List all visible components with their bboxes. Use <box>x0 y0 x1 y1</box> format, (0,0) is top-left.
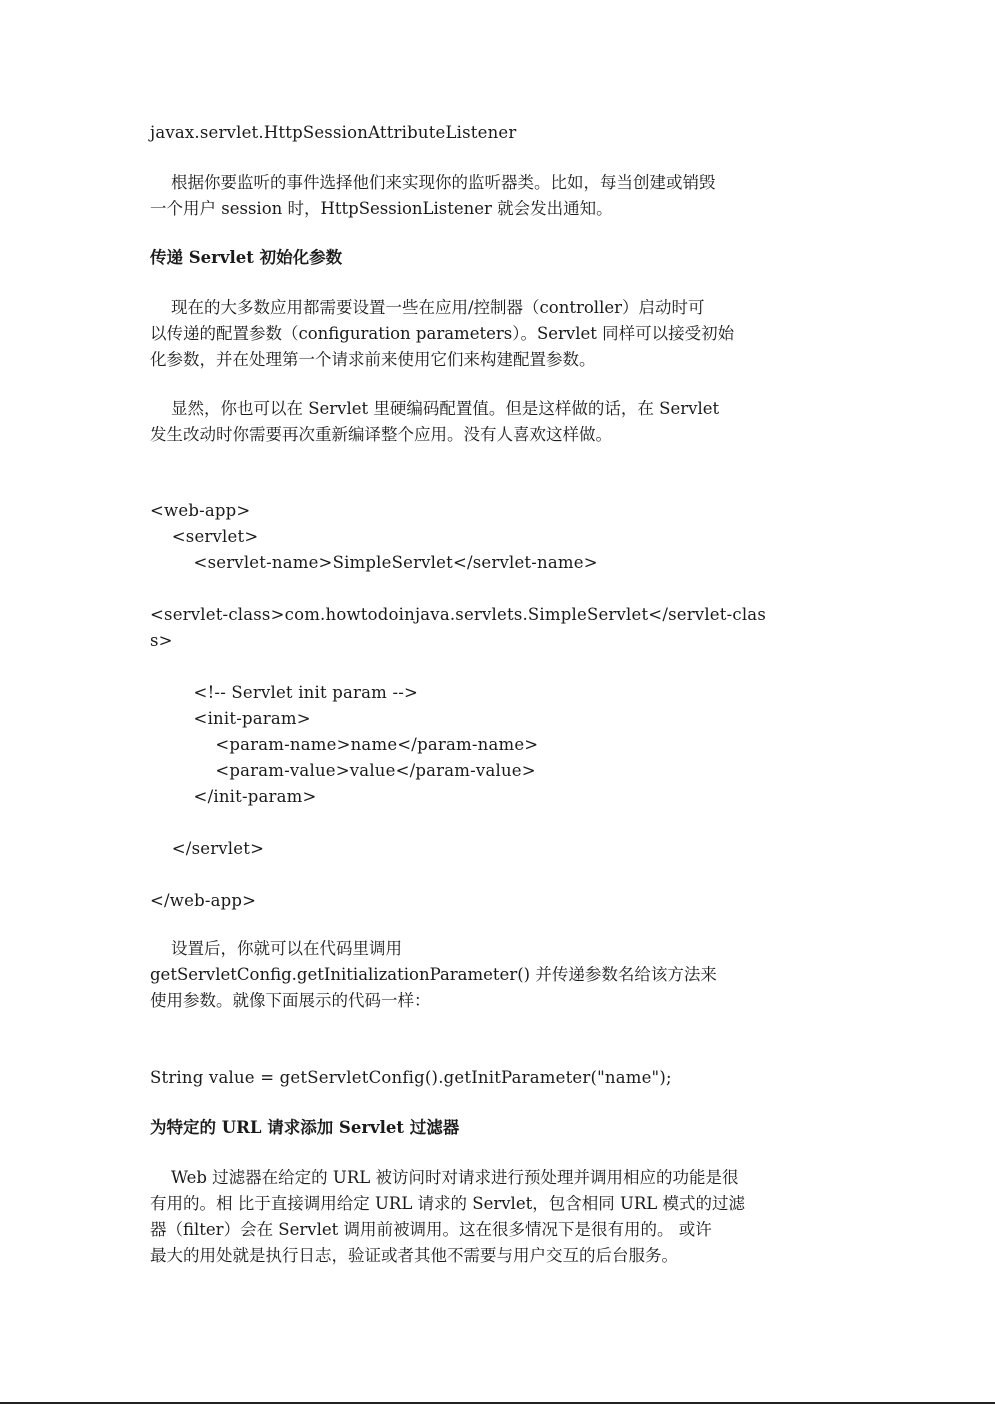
text-line: </init-param> <box>150 787 317 806</box>
page-bottom-rule <box>0 1402 995 1404</box>
text-line: <param-name>name</param-name> <box>150 735 539 754</box>
text-line: 化参数，并在处理第一个请求前来使用它们来构建配置参数。 <box>150 350 596 369</box>
text-line: 显然，你也可以在 Servlet 里硬编码配置值。但是这样做的话，在 Servlet <box>150 399 720 418</box>
text-line: 器（filter）会在 Servlet 调用前被调用。这在很多情况下是很有用的。 或许 <box>150 1220 712 1239</box>
text-line: </servlet> <box>150 839 265 858</box>
heading-servlet-filter: 为特定的 URL 请求添加 Servlet 过滤器 <box>150 1118 460 1137</box>
heading-init-params: 传递 Servlet 初始化参数 <box>150 248 343 267</box>
text-line: <web-app> <box>150 501 251 520</box>
text-line: 使用参数。就像下面展示的代码一样： <box>150 991 431 1010</box>
text-line: 最大的用处就是执行日志，验证或者其他不需要与用户交互的后台服务。 <box>150 1246 678 1265</box>
code-block-web-xml <box>150 498 850 914</box>
text-line: </web-app> <box>150 891 257 910</box>
text-line: s> <box>150 631 173 650</box>
text-line: 发生改动时你需要再次重新编译整个应用。没有人喜欢这样做。 <box>150 425 612 444</box>
text-line: <param-value>value</param-value> <box>150 761 536 780</box>
text-line: <init-param> <box>150 709 311 728</box>
text-line: <servlet> <box>150 527 259 546</box>
code-line-get-init-param: String value = getServletConfig().getInitParameter("name"); <box>150 1068 672 1087</box>
paragraph-get-param <box>150 936 850 1014</box>
text-line <box>150 810 850 836</box>
text-line <box>150 862 850 888</box>
text-line: 有用的。相 比于直接调用给定 URL 请求的 Servlet，包含相同 URL 模式的过滤 <box>150 1194 745 1213</box>
text-line: 根据你要监听的事件选择他们来实现你的监听器类。比如，每当创建或销毁 <box>150 173 716 192</box>
text-line: 现在的大多数应用都需要设置一些在应用/控制器（controller）启动时可 <box>150 298 705 317</box>
paragraph-listener <box>150 170 850 222</box>
text-line <box>150 576 850 602</box>
paragraph-config-params <box>150 295 850 373</box>
text-line: 以传递的配置参数（configuration parameters）。Servlet 同样可以接受初始 <box>150 324 735 343</box>
text-line: <servlet-name>SimpleServlet</servlet-name> <box>150 553 598 572</box>
text-line: Web 过滤器在给定的 URL 被访问时对请求进行预处理并调用相应的功能是很 <box>150 1168 739 1187</box>
text-line: <!-- Servlet init param --> <box>150 683 419 702</box>
text-line: getServletConfig.getInitializationParameter() 并传递参数名给该方法来 <box>150 965 717 984</box>
text-line: <servlet-class>com.howtodoinjava.servlets.SimpleServlet</servlet-clas <box>150 605 767 624</box>
class-name-line: javax.servlet.HttpSessionAttributeListener <box>150 123 517 142</box>
text-line: 一个用户 session 时，HttpSessionListener 就会发出通知。 <box>150 199 613 218</box>
paragraph-hardcode <box>150 396 850 448</box>
text-line <box>150 654 850 680</box>
text-line: 设置后，你就可以在代码里调用 <box>150 939 402 958</box>
paragraph-web-filter <box>150 1165 850 1269</box>
